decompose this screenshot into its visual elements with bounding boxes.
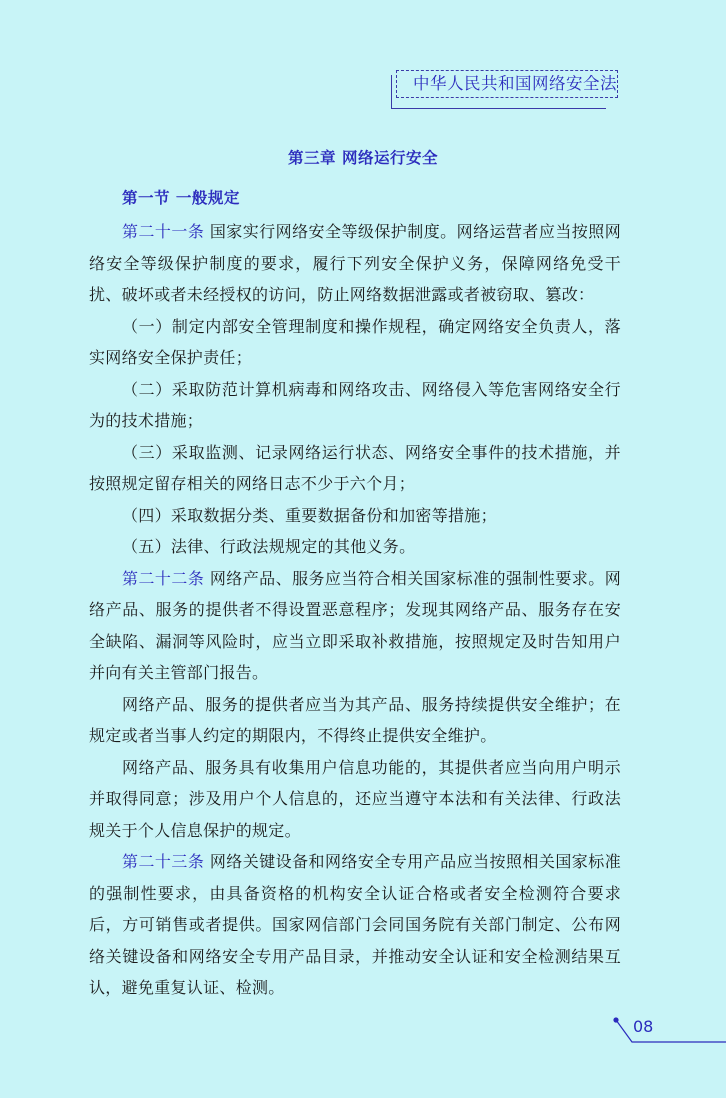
paragraph-text: 网络产品、服务具有收集用户信息功能的，其提供者应当向用户明示并取得同意；涉及用户个人信息的，还应当遵守本法和有关法律、行政法规关于个人信息保护的规定。 (89, 757, 621, 840)
paragraph-article-22 (89, 563, 621, 689)
paragraph-text: （五）法律、行政法规规定的其他义务。 (122, 537, 416, 556)
paragraph-item-1 (89, 311, 621, 374)
page-number: 08 (633, 1017, 654, 1036)
law-title: 中华人民共和国网络安全法 (396, 70, 618, 98)
paragraph-item-2 (89, 374, 621, 437)
article-number: 第二十一条 (122, 222, 205, 241)
body-text (89, 216, 621, 1004)
paragraph-item-3 (89, 437, 621, 500)
paragraph-item-4 (89, 500, 621, 532)
article-number: 第二十三条 (122, 852, 205, 871)
paragraph-item-5 (89, 531, 621, 563)
paragraph-article-22-3 (89, 752, 621, 847)
paragraph-text: （一）制定内部安全管理制度和操作规程，确定网络安全负责人，落实网络安全保护责任； (89, 316, 621, 367)
chapter-heading: 第三章 网络运行安全 (288, 149, 438, 167)
paragraph-text: 网络产品、服务的提供者应当为其产品、服务持续提供安全维护；在规定或者当事人约定的期限内，不得终止提供安全维护。 (89, 694, 621, 745)
paragraph-article-21 (89, 216, 621, 311)
paragraph-text: 网络关键设备和网络安全专用产品应当按照相关国家标准的强制性要求，由具备资格的机构安全认证合格或者安全检测符合要求后，方可销售或者提供。国家网信部门会同国务院有关部门制定、公布网络关键设备和网络安全专用产品目录，并推动安全认证和安全检测结果互认，避免重复认证、检测。 (89, 852, 621, 997)
section-heading: 第一节 一般规定 (122, 189, 240, 207)
page-corner-line-icon (612, 1016, 726, 1046)
article-number: 第二十二条 (122, 568, 205, 588)
paragraph-article-22-2 (89, 689, 621, 752)
page-number-group (612, 1016, 726, 1046)
paragraph-article-23 (89, 846, 621, 1004)
paragraph-text: （三）采取监测、记录网络运行状态、网络安全事件的技术措施，并按照规定留存相关的网络日志不少于六个月； (89, 442, 621, 493)
paragraph-text: 国家实行网络安全等级保护制度。网络运营者应当按照网络安全等级保护制度的要求，履行下列安全保护义务，保障网络免受干扰、破坏或者未经授权的访问，防止网络数据泄露或者被窃取、篡改： (89, 222, 621, 304)
paragraph-text: （四）采取数据分类、重要数据备份和加密等措施； (122, 505, 497, 525)
paragraph-text: （二）采取防范计算机病毒和网络攻击、网络侵入等危害网络安全行为的技术措施； (89, 379, 621, 430)
paragraph-text: 网络产品、服务应当符合相关国家标准的强制性要求。网络产品、服务的提供者不得设置恶意程序；发现其网络产品、服务存在安全缺陷、漏洞等风险时，应当立即采取补救措施，按照规定及时告知用户并向有关主管部门报告。 (89, 568, 621, 682)
